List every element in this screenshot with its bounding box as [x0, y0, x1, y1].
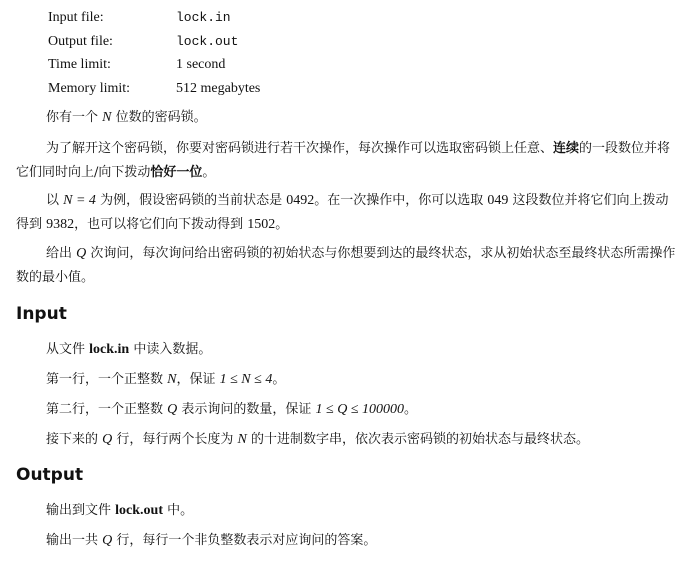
- p1-text-b: 位数的密码锁。: [111, 110, 207, 125]
- input-filename: lock.in: [89, 342, 130, 357]
- meta-row-output: [48, 30, 368, 54]
- input-l3-text-b: 表示询问的数量，保证: [177, 402, 316, 417]
- p3-text-a: 以: [46, 193, 64, 208]
- p2-bold-exactly-one: 恰好一位: [150, 165, 203, 180]
- p3-text-d: 这段数位并将它们向上拨动得到: [16, 193, 669, 232]
- p3-text-b: 为例，假设密码锁的当前状态是: [95, 193, 287, 208]
- p3-num-9382: 9382: [46, 217, 75, 232]
- output-l2-text-b: 行，每行一个非负整数表示对应询问的答案。: [112, 533, 377, 548]
- statement-paragraph-1: [16, 106, 680, 130]
- p2-text-a: 为了解开这个密码锁，你要对密码锁进行若干次操作，每次操作可以选取密码锁上任意、: [46, 141, 554, 156]
- input-l4-var-q: Q: [102, 432, 113, 447]
- p4-var-q: Q: [76, 246, 87, 261]
- output-line-2: [46, 529, 680, 553]
- meta-time-value: 1 second: [176, 57, 226, 72]
- meta-output-value: lock.out: [176, 33, 239, 49]
- meta-time-label: Time limit:: [48, 57, 111, 72]
- problem-meta-table: [48, 6, 368, 100]
- p3-num-049: 049: [487, 193, 509, 208]
- output-line-1: [46, 499, 680, 523]
- input-l2-var-n: N: [167, 372, 177, 387]
- input-l1-text-a: 从文件: [46, 342, 90, 357]
- output-l1-text-b: 中。: [162, 503, 194, 518]
- input-l1-text-b: 中读入数据。: [129, 342, 212, 357]
- input-l4-text-c: 的十进制数字串，依次表示密码锁的初始状态与最终状态。: [246, 432, 590, 447]
- meta-row-memory: [48, 77, 368, 101]
- p4-text-b: 次询问，每次询问给出密码锁的初始状态与你想要到达的最终状态，求从初始状态至最终状态所需操作数的最小值。: [16, 246, 676, 285]
- statement-paragraph-2: [16, 137, 680, 185]
- p3-num-0492: 0492: [286, 193, 315, 208]
- input-line-4: [46, 428, 680, 452]
- meta-memory-label: Memory limit:: [48, 80, 131, 96]
- input-line-1: [46, 338, 680, 362]
- input-l2-text-c: 。: [272, 372, 286, 387]
- input-line-2: [46, 368, 680, 392]
- output-filename: lock.out: [115, 503, 163, 518]
- input-l2-text-a: 第一行，一个正整数: [46, 372, 168, 387]
- input-line-3: [46, 398, 680, 422]
- output-heading: Output: [16, 465, 84, 485]
- statement-paragraph-4: [16, 242, 680, 290]
- meta-input-label: Input file:: [48, 10, 104, 25]
- input-l3-constraint: 1 ≤ Q ≤ 100000: [315, 402, 405, 417]
- p3-num-1502: 1502: [247, 217, 276, 232]
- meta-input-value: lock.in: [176, 10, 231, 25]
- input-heading: Input: [16, 304, 67, 324]
- p3-math-n4: N = 4: [63, 193, 96, 208]
- input-l4-text-b: 行，每行两个长度为: [112, 432, 238, 447]
- input-l3-text-c: 。: [404, 402, 418, 417]
- p3-text-e: ，也可以将它们向下拨动得到: [74, 217, 248, 232]
- p4-text-a: 给出: [46, 246, 77, 261]
- p2-bold-contiguous: 连续: [553, 141, 580, 156]
- input-l2-text-b: ，保证: [176, 372, 220, 387]
- p2-text-c: 。: [202, 165, 216, 180]
- output-l2-text-a: 输出一共: [46, 533, 103, 548]
- meta-row-input: [48, 6, 368, 30]
- p3-text-c: 。在一次操作中，你可以选取: [314, 193, 488, 208]
- output-l2-var-q: Q: [102, 533, 113, 548]
- input-l2-constraint: 1 ≤ N ≤ 4: [219, 372, 273, 387]
- p3-text-f: 。: [275, 217, 289, 232]
- meta-memory-value: 512 megabytes: [176, 80, 261, 96]
- p1-var-n: N: [102, 110, 112, 125]
- input-l4-text-a: 接下来的: [46, 432, 103, 447]
- input-l3-text-a: 第二行，一个正整数: [46, 402, 168, 417]
- input-l3-var-q: Q: [167, 402, 178, 417]
- statement-paragraph-3: [16, 189, 680, 237]
- input-l4-var-n: N: [237, 432, 247, 447]
- meta-output-label: Output file:: [48, 33, 113, 49]
- p1-text-a: 你有一个: [46, 110, 103, 125]
- p2-text-b: 的一段数位并将它们同时向上/向下拨动: [16, 141, 671, 180]
- output-l1-text-a: 输出到文件: [46, 503, 116, 518]
- meta-row-time: [48, 53, 368, 77]
